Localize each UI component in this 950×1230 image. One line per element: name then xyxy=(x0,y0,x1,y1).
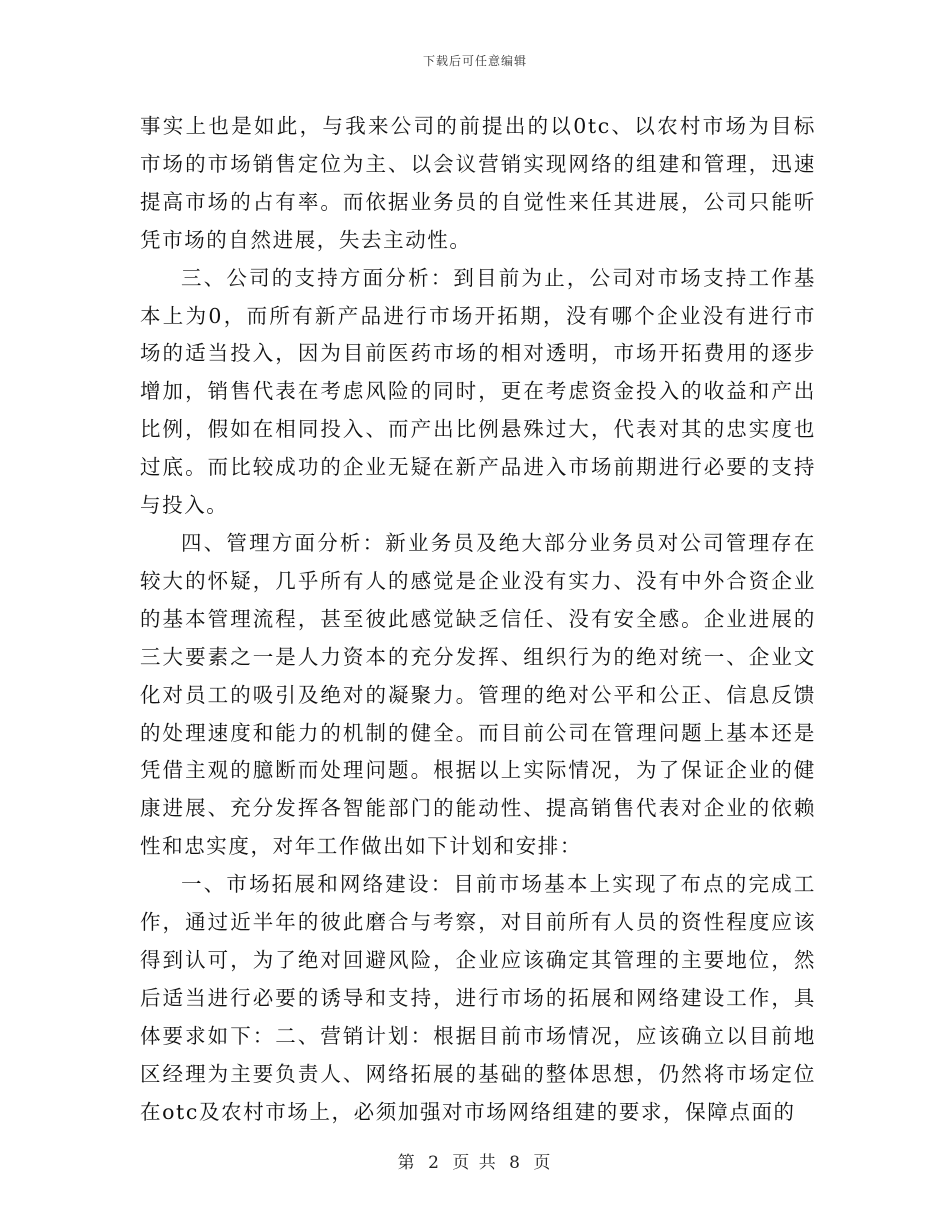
paragraph-market-expansion: 一、市场拓展和网络建设：目前市场基本上实现了布点的完成工作，通过近半年的彼此磨合与考察，对目前所有人员的资性程度应该得到认可，为了绝对回避风险，企业应该确定其管理的主要地位，然后适当进行必要的诱导和支持，进行市场的拓展和网络建设工作，具体要求如下：二、营销计划：根据目前市场情况，应该确立以目前地区经理为主要负责人、网络拓展的基础的整体思想，仍然将市场定位在otc及农村市场上，必须加强对市场网络组建的要求，保障点面的 xyxy=(140,872,816,1124)
footer-total-pages: 8 xyxy=(509,1153,522,1173)
footer-page-number: 2 xyxy=(428,1153,441,1173)
page-header: 下载后可任意编辑 xyxy=(422,54,527,68)
footer-suffix: 页 xyxy=(533,1153,553,1173)
footer-middle: 页 共 xyxy=(452,1153,498,1173)
document-body xyxy=(140,108,816,1131)
page-footer xyxy=(0,1148,950,1173)
paragraph-management-analysis: 四、管理方面分析：新业务员及绝大部分业务员对公司管理存在较大的怀疑，几乎所有人的感觉是企业没有实力、没有中外合资企业的基本管理流程，甚至彼此感觉缺乏信任、没有安全感。企业进展的三大要素之一是人力资本的充分发挥、组织行为的绝对统一、企业文化对员工的吸引及绝对的凝聚力。管理的绝对公平和公正、信息反馈的处理速度和能力的机制的健全。而目前公司在管理问题上基本还是凭借主观的臆断而处理问题。根据以上实际情况，为了保证企业的健康进展、充分发挥各智能部门的能动性、提高销售代表对企业的依赖性和忠实度，对年工作做出如下计划和安排： xyxy=(140,530,816,859)
footer-prefix: 第 xyxy=(397,1153,417,1173)
paragraph-continuation: 事实上也是如此，与我来公司的前提出的以0tc、以农村市场为目标市场的市场销售定位为主、以会议营销实现网络的组建和管理，迅速提高市场的占有率。而依据业务员的自觉性来任其进展，公司只能听凭市场的自然进展，失去主动性。 xyxy=(140,114,816,252)
paragraph-support-analysis: 三、公司的支持方面分析：到目前为止，公司对市场支持工作基本上为0，而所有新产品进行市场开拓期，没有哪个企业没有进行市场的适当投入，因为目前医药市场的相对透明，市场开拓费用的逐步增加，销售代表在考虑风险的同时，更在考虑资金投入的收益和产出比例，假如在相同投入、而产出比例悬殊过大，代表对其的忠实度也过底。而比较成功的企业无疑在新产品进入市场前期进行必要的支持与投入。 xyxy=(140,265,816,518)
